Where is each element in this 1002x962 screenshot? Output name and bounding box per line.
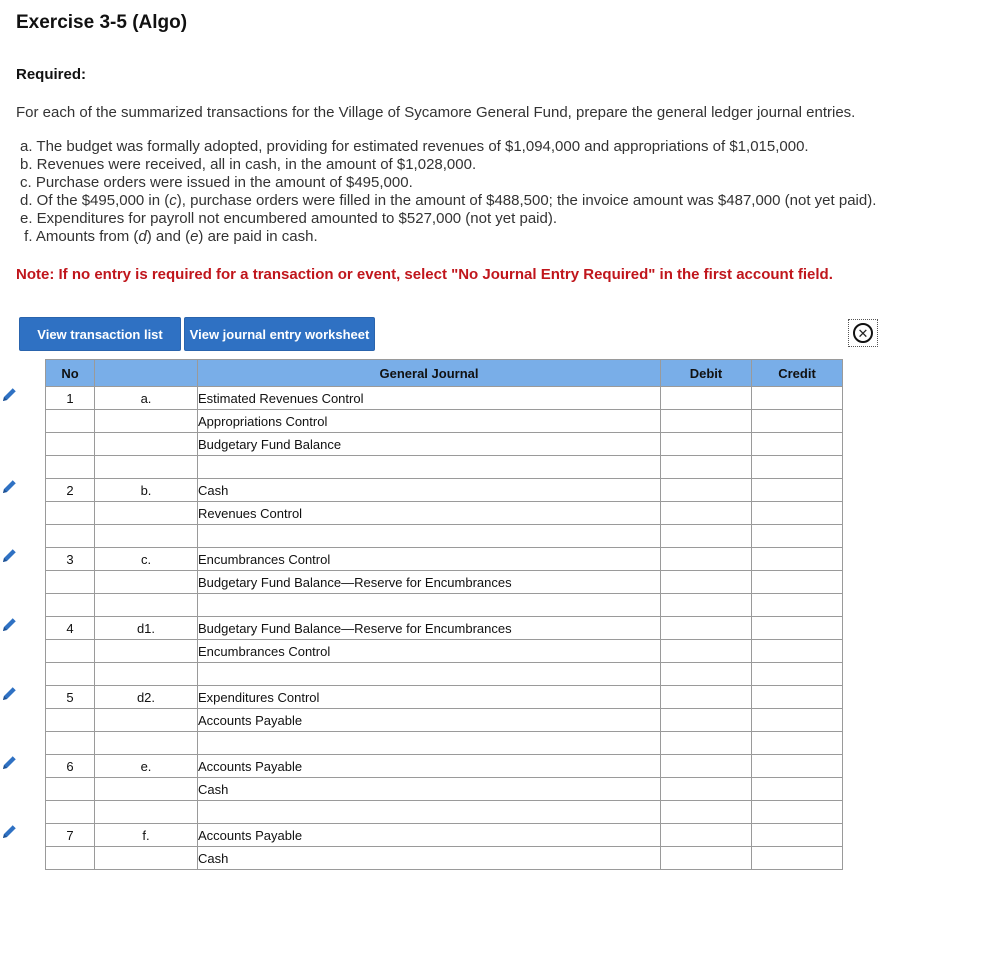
transaction-ref-cell: d2. <box>95 686 198 709</box>
entry-number-cell: 3 <box>46 548 95 571</box>
transaction-ref-cell <box>95 709 198 732</box>
table-row <box>46 732 843 755</box>
credit-cell[interactable] <box>752 456 843 479</box>
table-row <box>46 801 843 824</box>
transaction-ref-cell <box>95 594 198 617</box>
note-text: Note: If no entry is required for a transaction or event, select "No Journal Entry Required" in the first account field. <box>16 266 833 283</box>
entry-number-cell <box>46 709 95 732</box>
page-title: Exercise 3-5 (Algo) <box>16 12 188 33</box>
credit-cell[interactable] <box>752 709 843 732</box>
credit-cell[interactable] <box>752 502 843 525</box>
debit-cell[interactable] <box>661 847 752 870</box>
entry-number-cell <box>46 456 95 479</box>
table-row <box>46 686 843 709</box>
table-row <box>46 571 843 594</box>
entry-number-cell <box>46 433 95 456</box>
debit-cell[interactable] <box>661 410 752 433</box>
transaction-d: d. Of the $495,000 in (c), purchase orders were filled in the amount of $488,500; the invoice amount was $487,000 (not yet paid). <box>20 192 877 209</box>
transaction-ref-cell <box>95 663 198 686</box>
debit-cell[interactable] <box>661 732 752 755</box>
account-cell[interactable]: Appropriations Control <box>198 410 661 433</box>
table-header-row <box>46 360 843 387</box>
entry-number-cell: 5 <box>46 686 95 709</box>
transaction-ref-cell: b. <box>95 479 198 502</box>
account-cell[interactable]: Accounts Payable <box>198 709 661 732</box>
close-button[interactable] <box>848 319 878 347</box>
pencil-icon[interactable] <box>0 478 20 496</box>
credit-cell[interactable] <box>752 410 843 433</box>
debit-cell[interactable] <box>661 594 752 617</box>
account-cell[interactable]: Estimated Revenues Control <box>198 387 661 410</box>
debit-cell[interactable] <box>661 617 752 640</box>
entry-number-cell <box>46 525 95 548</box>
table-row <box>46 778 843 801</box>
table-row <box>46 548 843 571</box>
header-general-journal: General Journal <box>198 360 661 387</box>
transaction-ref-cell <box>95 502 198 525</box>
transaction-ref-cell: c. <box>95 548 198 571</box>
close-circle-icon: ✕ <box>853 323 873 343</box>
pencil-icon[interactable] <box>0 754 20 772</box>
account-cell[interactable]: Revenues Control <box>198 502 661 525</box>
pencil-icon[interactable] <box>0 547 20 565</box>
entry-number-cell <box>46 778 95 801</box>
credit-cell[interactable] <box>752 617 843 640</box>
table-row <box>46 525 843 548</box>
debit-cell[interactable] <box>661 571 752 594</box>
transaction-ref-cell <box>95 801 198 824</box>
account-cell[interactable]: Accounts Payable <box>198 755 661 778</box>
debit-cell[interactable] <box>661 433 752 456</box>
entry-number-cell <box>46 663 95 686</box>
transaction-list <box>20 138 876 246</box>
account-cell[interactable]: Expenditures Control <box>198 686 661 709</box>
journal-body <box>46 387 843 870</box>
transaction-ref-cell <box>95 640 198 663</box>
account-cell[interactable]: Cash <box>198 847 661 870</box>
credit-cell[interactable] <box>752 824 843 847</box>
transaction-a: a. The budget was formally adopted, providing for estimated revenues of $1,094,000 and appropriations of $1,015,000. <box>20 138 809 155</box>
pencil-icon[interactable] <box>0 685 20 703</box>
debit-cell[interactable] <box>661 709 752 732</box>
credit-cell[interactable] <box>752 594 843 617</box>
debit-cell[interactable] <box>661 456 752 479</box>
credit-cell[interactable] <box>752 755 843 778</box>
table-row <box>46 594 843 617</box>
account-cell[interactable]: Budgetary Fund Balance—Reserve for Encumbrances <box>198 617 661 640</box>
table-row <box>46 663 843 686</box>
account-cell[interactable]: Encumbrances Control <box>198 640 661 663</box>
account-cell[interactable]: Accounts Payable <box>198 824 661 847</box>
debit-cell[interactable] <box>661 387 752 410</box>
transaction-ref-cell <box>95 571 198 594</box>
debit-cell[interactable] <box>661 525 752 548</box>
header-no: No <box>46 360 95 387</box>
entry-number-cell: 4 <box>46 617 95 640</box>
view-transaction-list-button[interactable]: View transaction list <box>19 317 181 351</box>
transaction-ref-cell: e. <box>95 755 198 778</box>
account-cell[interactable] <box>198 663 661 686</box>
credit-cell[interactable] <box>752 479 843 502</box>
account-cell[interactable]: Budgetary Fund Balance <box>198 433 661 456</box>
entry-number-cell <box>46 801 95 824</box>
debit-cell[interactable] <box>661 502 752 525</box>
table-row <box>46 755 843 778</box>
account-cell[interactable]: Cash <box>198 479 661 502</box>
table-row <box>46 709 843 732</box>
transaction-ref-cell <box>95 778 198 801</box>
debit-cell[interactable] <box>661 778 752 801</box>
table-row <box>46 824 843 847</box>
pencil-icon[interactable] <box>0 823 20 841</box>
debit-cell[interactable] <box>661 755 752 778</box>
entry-number-cell: 1 <box>46 387 95 410</box>
credit-cell[interactable] <box>752 433 843 456</box>
debit-cell[interactable] <box>661 824 752 847</box>
credit-cell[interactable] <box>752 801 843 824</box>
transaction-ref-cell <box>95 847 198 870</box>
table-row <box>46 479 843 502</box>
required-label: Required: <box>16 66 87 83</box>
credit-cell[interactable] <box>752 548 843 571</box>
table-row <box>46 502 843 525</box>
credit-cell[interactable] <box>752 640 843 663</box>
debit-cell[interactable] <box>661 640 752 663</box>
transaction-ref-cell <box>95 456 198 479</box>
account-cell[interactable] <box>198 594 661 617</box>
entry-number-cell <box>46 640 95 663</box>
credit-cell[interactable] <box>752 571 843 594</box>
debit-cell[interactable] <box>661 663 752 686</box>
transaction-f: f. Amounts from (d) and (e) are paid in cash. <box>20 228 318 245</box>
debit-cell[interactable] <box>661 801 752 824</box>
header-credit: Credit <box>752 360 843 387</box>
credit-cell[interactable] <box>752 847 843 870</box>
table-row <box>46 387 843 410</box>
credit-cell[interactable] <box>752 525 843 548</box>
entry-number-cell <box>46 502 95 525</box>
transaction-c: c. Purchase orders were issued in the amount of $495,000. <box>20 174 413 191</box>
account-cell[interactable] <box>198 456 661 479</box>
transaction-e: e. Expenditures for payroll not encumbered amounted to $527,000 (not yet paid). <box>20 210 558 227</box>
instructions-text: For each of the summarized transactions for the Village of Sycamore General Fund, prepare the general ledger journal entries. <box>16 104 856 121</box>
transaction-ref-cell <box>95 732 198 755</box>
transaction-ref-cell: a. <box>95 387 198 410</box>
entry-number-cell <box>46 594 95 617</box>
pencil-icon[interactable] <box>0 616 20 634</box>
transaction-ref-cell <box>95 525 198 548</box>
transaction-ref-cell: f. <box>95 824 198 847</box>
entry-number-cell <box>46 732 95 755</box>
transaction-ref-cell <box>95 433 198 456</box>
table-row <box>46 617 843 640</box>
debit-cell[interactable] <box>661 548 752 571</box>
transaction-ref-cell <box>95 410 198 433</box>
account-cell[interactable]: Budgetary Fund Balance—Reserve for Encumbrances <box>198 571 661 594</box>
credit-cell[interactable] <box>752 778 843 801</box>
entry-number-cell <box>46 847 95 870</box>
transaction-b: b. Revenues were received, all in cash, in the amount of $1,028,000. <box>20 156 477 173</box>
credit-cell[interactable] <box>752 732 843 755</box>
account-cell[interactable]: Encumbrances Control <box>198 548 661 571</box>
account-cell[interactable] <box>198 525 661 548</box>
credit-cell[interactable] <box>752 686 843 709</box>
pencil-icon[interactable] <box>0 386 20 404</box>
table-row <box>46 640 843 663</box>
entry-number-cell: 6 <box>46 755 95 778</box>
debit-cell[interactable] <box>661 479 752 502</box>
credit-cell[interactable] <box>752 663 843 686</box>
header-blank <box>95 360 198 387</box>
table-row <box>46 847 843 870</box>
general-journal-table <box>45 359 843 870</box>
account-cell[interactable]: Cash <box>198 778 661 801</box>
transaction-ref-cell: d1. <box>95 617 198 640</box>
entry-number-cell: 7 <box>46 824 95 847</box>
debit-cell[interactable] <box>661 686 752 709</box>
entry-number-cell <box>46 410 95 433</box>
header-debit: Debit <box>661 360 752 387</box>
entry-number-cell <box>46 571 95 594</box>
table-row <box>46 433 843 456</box>
view-journal-entry-worksheet-button[interactable]: View journal entry worksheet <box>184 317 375 351</box>
table-row <box>46 410 843 433</box>
entry-number-cell: 2 <box>46 479 95 502</box>
account-cell[interactable] <box>198 732 661 755</box>
credit-cell[interactable] <box>752 387 843 410</box>
account-cell[interactable] <box>198 801 661 824</box>
table-row <box>46 456 843 479</box>
